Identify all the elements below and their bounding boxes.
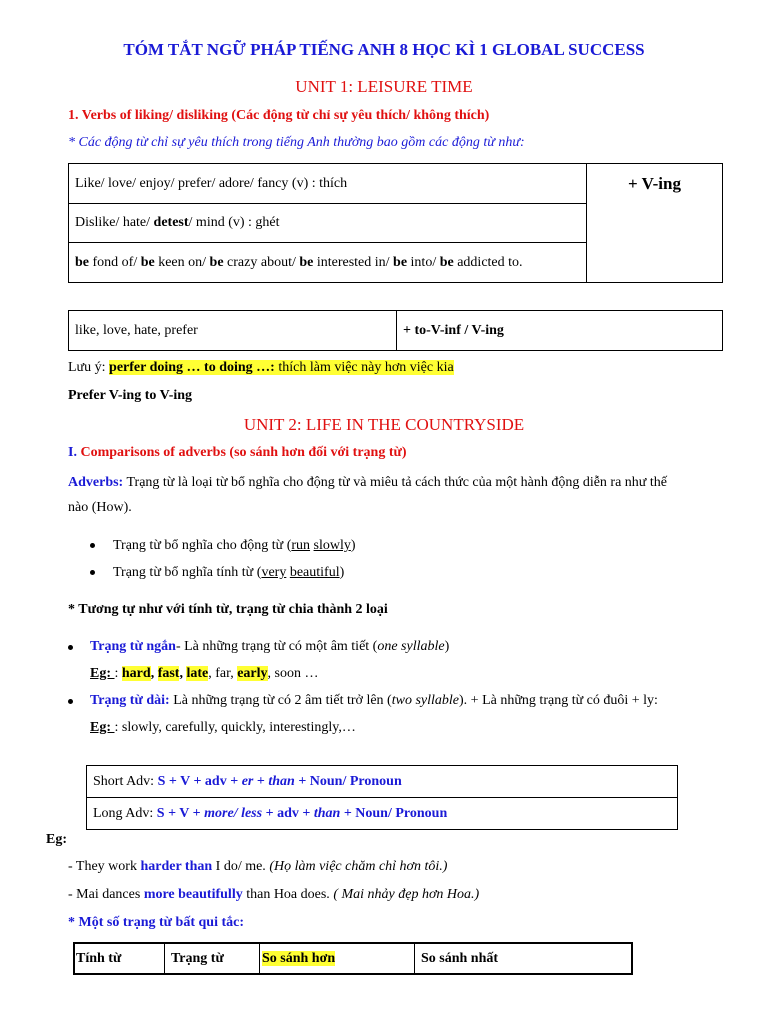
table-header-cell [260,943,415,974]
eg-label: Eg: [90,720,115,735]
verbs-liking-row [69,164,587,204]
header-superlative: So sánh nhất [421,950,499,966]
section-number: I. [68,445,77,460]
formula-short-b: + [253,773,269,789]
short-adverb-example: Eg: : hard, fast, late, far, early, soon … [90,666,319,681]
formula-long-label: Long Adv: [93,805,157,821]
example-word-highlight: hard [121,666,151,681]
eg-heading: Eg: [46,832,67,847]
be-word: be [439,254,454,270]
like-love-cell [69,311,397,351]
disliking-text-bold: detest [153,215,189,230]
long-adv-formula [87,798,678,830]
document-title: TÓM TẮT NGỮ PHÁP TIẾNG ANH 8 HỌC KÌ 1 GLOBAL SUCCESS [123,40,645,59]
header-comparative: So sánh hơn [262,950,336,966]
example-sentence-1 [68,859,447,875]
short-def-text: - Là những trạng từ có một âm tiết ( [175,639,378,654]
bullet2-pre: Trạng từ bổ nghĩa tính từ ( [113,565,262,580]
unit1-section-title: 1. Verbs of liking/ disliking (Các động từ chỉ sự yêu thích/ không thích) [68,108,490,123]
long-example-text: : slowly, carefully, quickly, interestingly,… [114,720,356,735]
header-adverb: Trạng từ [171,950,224,966]
be-phrases-row [69,243,587,283]
formula-long-c: + Noun/ Pronoun [340,805,448,821]
long-def-rest: ). + Là những trạng từ có đuôi + ly: [459,693,658,708]
to-inf-cell [397,311,723,351]
verbs-liking-table [68,163,723,283]
formula-short-label: Short Adv: [93,773,158,789]
ex2-a: - Mai dances [68,887,144,902]
phrase-text: into/ [407,254,440,270]
formula-short-c: + Noun/ Pronoun [294,773,402,789]
example-word-highlight: late [186,666,209,681]
ex2-translation: ( Mai nhảy đẹp hơn Hoa.) [333,887,480,902]
long-def-text: Là những trạng từ có 2 âm tiết trở lên ( [169,693,392,708]
example-sentence-2 [68,887,479,903]
formula-er: er [241,773,254,789]
bullet2-word2: beautiful [289,565,340,580]
ex2-bold: more beautifully [143,887,243,902]
bullet-dot [68,699,73,704]
short-adverb-def [90,639,449,655]
phrase-text: crazy about/ [223,254,300,270]
like-love-text: like, love, hate, prefer [75,322,198,338]
disliking-text-a: Dislike/ hate/ [75,215,154,230]
formula-than: than [268,773,295,789]
adverbs-label: Adverbs: [68,475,124,490]
example-word-highlight: fast [157,666,180,681]
formula-long-a: S + V + [156,805,205,821]
ex1-c: I do/ me. [212,859,270,874]
bullet1-word2: slowly [313,538,351,553]
formula-more-less: more/ less [204,805,263,821]
bullet-dot [68,645,73,650]
formula-table [86,765,678,830]
ex1-a: - They work [68,859,141,874]
adverbs-def-line2: nào (How). [68,500,132,515]
be-word: be [299,254,314,270]
example-word-highlight: early [237,666,268,681]
header-adjective: Tính từ [76,950,122,966]
note-rest: thích làm việc này hơn việc kia [274,360,454,375]
table-header-cell [415,943,633,974]
eg-label: Eg: [90,666,115,681]
example-end: , soon … [267,666,319,681]
bullet-dot [90,543,95,548]
verbs-liking-text: Like/ love/ enjoy/ prefer/ adore/ fancy (v) : thích [75,175,348,191]
bullet2-post: ) [339,565,345,580]
phrase-text: interested in/ [313,254,394,270]
bullet1-post: ) [350,538,356,553]
unit1-intro: * Các động từ chỉ sự yêu thích trong tiếng Anh thường bao gồm các động từ như: [68,135,525,150]
formula-long-b: + adv + [262,805,314,821]
note-bold: perfer doing … to doing …: [109,360,275,375]
verbs-disliking-row [69,204,587,243]
example-mid: , far, [208,666,238,681]
eg-separator: : [114,666,122,681]
irregular-adverbs-heading: * Một số trạng từ bất qui tắc: [68,915,244,930]
be-word: be [393,254,408,270]
ex1-bold: harder than [140,859,213,874]
long-def-italic: two syllable [391,693,460,708]
unit2-heading: UNIT 2: LIFE IN THE COUNTRYSIDE [243,415,525,434]
formula-short-a: S + V + adv + [157,773,242,789]
short-def-close: ) [444,639,450,654]
phrase-text: addicted to. [453,254,523,270]
short-adv-formula [87,766,678,798]
similar-note: * Tương tự như với tính từ, trạng từ chia thành 2 loại [68,602,388,617]
bullet1-pre: Trạng từ bổ nghĩa cho động từ ( [113,538,292,553]
be-word: be [140,254,155,270]
bullet-item [113,565,344,581]
long-adverb-example [90,720,356,736]
adverbs-definition [68,475,667,491]
note-line [68,360,454,376]
unit1-heading: UNIT 1: LEISURE TIME [295,77,473,96]
prefer-line: Prefer V-ing to V-ing [68,388,193,403]
like-love-table [68,310,723,351]
be-word: be [75,254,89,270]
irregular-adverbs-table [73,942,633,975]
ving-label: + V-ing [628,174,681,193]
long-adverb-def [90,693,658,709]
table-header-cell [165,943,260,974]
formula-than: than [313,805,341,821]
disliking-text-c: / mind (v) : ghét [188,215,280,230]
phrase-text: keen on/ [154,254,210,270]
to-inf-text: + to-V-inf / V-ing [403,322,504,338]
ving-cell [587,164,723,283]
note-label: Lưu ý: [68,360,110,375]
unit2-section-title [68,445,407,461]
ex2-c: than Hoa does. [242,887,334,902]
be-word: be [209,254,224,270]
adverbs-def-line1: Trạng từ là loại từ bổ nghĩa cho động từ và miêu tả cách thức của một hành động diễn ra như thế [123,475,667,490]
short-def-italic: one syllable [377,639,445,654]
short-adverb-label: Trạng từ ngắn [90,639,176,654]
section-title-text: Comparisons of adverbs (so sánh hơn đối với trạng từ) [76,445,407,460]
table-header-cell [74,943,165,974]
bullet-dot [90,570,95,575]
bullet2-word1: very [261,565,287,580]
bullet-item [113,538,356,554]
phrase-text: fond of/ [89,254,141,270]
bullet1-word1: run [291,538,311,553]
ex1-translation: (Họ làm việc chăm chỉ hơn tôi.) [269,859,448,874]
long-adverb-label: Trạng từ dài: [90,693,170,708]
